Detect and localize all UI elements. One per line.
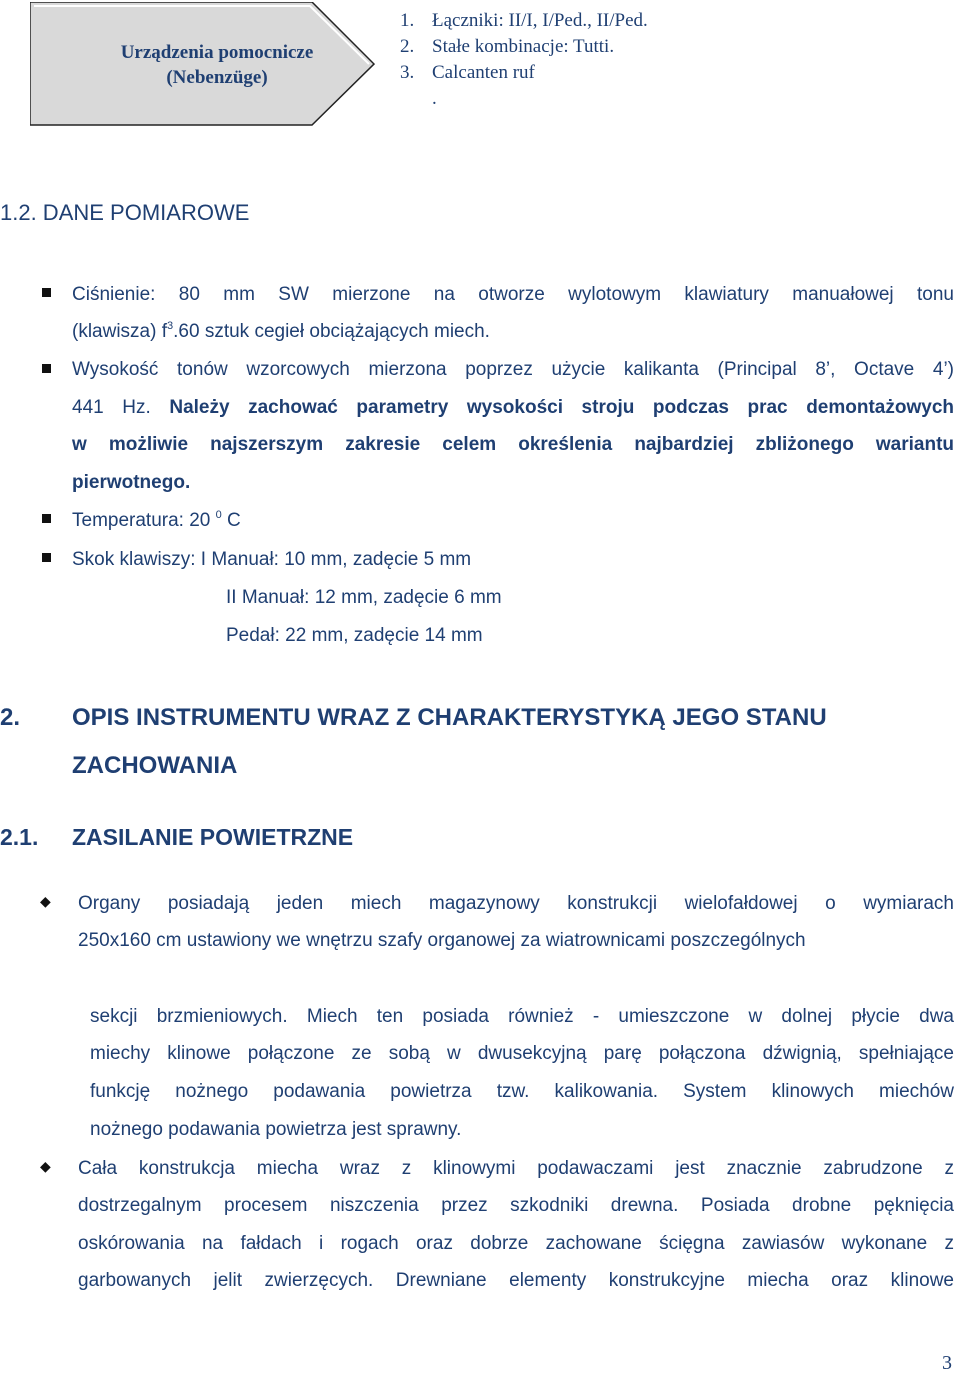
section-number: 2.1. [0, 824, 39, 850]
diamond-bullet-icon: ◆ [40, 893, 51, 909]
paragraph-line: (klawisza) $f^3.60$ sztuk cegieł obciążających miech. [72, 320, 490, 342]
list-item: 2. Stałe kombinacje: Tutti. [400, 36, 615, 57]
list-item: 1. Łączniki: II/I, I/Ped., II/Ped. [400, 10, 648, 31]
list-item: 3. Calcanten ruf [400, 62, 535, 83]
paragraph-line: Cała konstrukcja miecha wraz z klinowymi podawaczami jest znacznie zabrudzone z [78, 1158, 954, 1179]
paragraph-line: sekcji brzmieniowych. Miech ten posiada również - umieszczone w dolnej płycie dwa [90, 1006, 954, 1027]
section-heading-opis: ZACHOWANIA [72, 752, 238, 779]
section-number: 2. [0, 704, 21, 731]
list-item: . [432, 88, 437, 109]
square-bullet-icon [42, 514, 51, 523]
paragraph-line: 250x160 cm ustawiony we wnętrzu szafy organowej za wiatrownicami poszczególnych [78, 930, 806, 951]
top-numbered-list [400, 8, 648, 112]
paragraph-line: nożnego podawania powietrza jest sprawny. [90, 1119, 462, 1140]
paragraph-line: miechy klinowe połączone ze sobą w dwusekcyjną parę połączona dźwignią, spełniające [90, 1043, 954, 1064]
paragraph-line: II Manuał: 12 mm, zadęcie 6 mm [226, 587, 502, 608]
paragraph-line: oskórowania na fałdach i rogach oraz dobrze zachowane ścięgna zawiasów wykonane z [78, 1233, 954, 1254]
paragraph-line: 441 Hz. Należy zachować parametry wysokości stroju podczas prac demontażowych [72, 397, 954, 418]
paragraph-line: funkcję nożnego podawania powietrza tzw. kalikowania. System klinowych miechów [90, 1081, 954, 1102]
page-number: 3 [942, 1352, 952, 1374]
section-heading-dane: 1.2. DANE POMIAROWE [0, 200, 250, 225]
diamond-bullet-icon: ◆ [40, 1158, 51, 1174]
paragraph-line: garbowanych jelit zwierzęcych. Drewniane elementy konstrukcyjne miecha oraz klinowe [78, 1270, 954, 1291]
paragraph-line: Organy posiadają jeden miech magazynowy konstrukcji wielofałdowej o wymiarach [78, 893, 954, 914]
section-heading-opis: OPIS INSTRUMENTU WRAZ Z CHARAKTERYSTYKĄ JEGO STANU [72, 704, 827, 731]
paragraph-line: Ciśnienie: 80 mm SW mierzone na otworze wylotowym klawiatury manuałowej tonu [72, 284, 954, 305]
paragraph-line: dostrzegalnym procesem niszczenia przez szkodniki drewna. Posiada drobne pęknięcia [78, 1195, 954, 1216]
paragraph-line: Temperatura: 20 $^0$ C [72, 509, 241, 531]
section-heading-zasilanie: ZASILANIE POWIETRZNE [72, 824, 354, 850]
square-bullet-icon [42, 553, 51, 562]
paragraph-line: Pedał: 22 mm, zadęcie 14 mm [226, 625, 483, 646]
paragraph-line: Skok klawiszy: I Manuał: 10 mm, zadęcie 5 mm [72, 549, 472, 570]
paragraph-line: w możliwie najszerszym zakresie celem określenia najbardziej zbliżonego wariantu [72, 434, 954, 455]
paragraph-line: pierwotnego. [72, 472, 191, 493]
square-bullet-icon [42, 288, 51, 297]
square-bullet-icon [42, 364, 51, 373]
paragraph-line: Wysokość tonów wzorcowych mierzona poprzez użycie kalikanta (Principal 8’, Octave 4’) [72, 359, 954, 380]
box-title: Urządzenia pomocnicze (Nebenzüge) [120, 42, 314, 88]
